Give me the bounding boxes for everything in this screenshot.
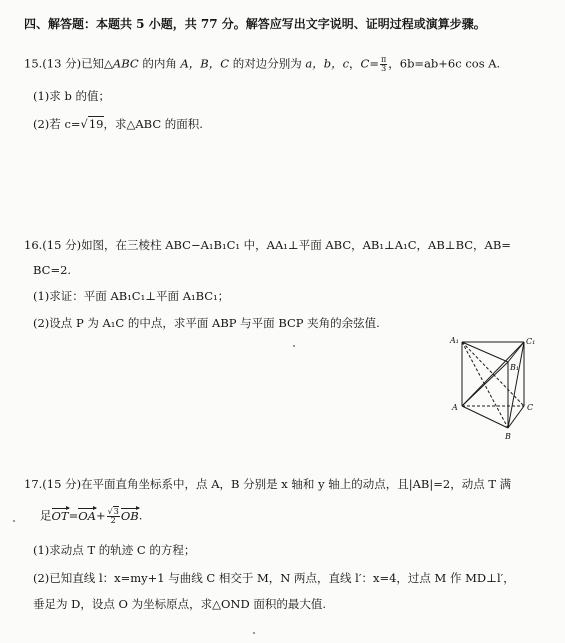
q16-part1: (1)求证：平面 AB₁C₁⊥平面 A₁BC₁；: [33, 289, 230, 303]
label-A: A: [452, 403, 458, 412]
q17-stem-line1: [24, 477, 511, 491]
sqrt3-over-2: $\frac{√3}{2}$: [107, 507, 119, 525]
label-C: C: [527, 403, 534, 412]
scan-speck: [13, 520, 15, 522]
q17-number: 17.: [24, 477, 43, 491]
plus-sign: +: [95, 508, 106, 523]
q16-stem-line1: [24, 238, 511, 252]
q15-part2-text: (2)若 c=: [33, 117, 81, 131]
q16-part2: (2)设点 P 为 A₁C 的中点，求平面 ABP 与平面 BCP 夹角的余弦值.: [33, 316, 380, 330]
sqrt-symbol: √: [80, 117, 88, 131]
q17-stem-text: 在平面直角坐标系中，点 A，B 分别是 x 轴和 y 轴上的动点，且|AB|=2，动点 T 满: [81, 477, 512, 491]
q17-part2-line1: (2)已知直线 l：x=my+1 与曲线 C 相交于 M，N 两点，直线 l′：x=4，过点 M 作 MD⊥l′，: [33, 571, 515, 585]
sqrt-symbol: √: [107, 507, 113, 516]
q17-stem-text: 足: [40, 508, 52, 523]
section-title: 四、解答题：本题共 5 小题，共 77 分。解答应写出文字说明、证明过程或演算步骤。: [24, 17, 486, 31]
q15-angles: A，B，C: [180, 56, 230, 71]
q15-pi-over-3: $\frac{\pi}{3}$: [380, 55, 387, 73]
q15-part1: (1)求 b 的值；: [33, 89, 110, 103]
q15-stem-text: 已知△: [81, 56, 113, 71]
vector-OB: OB: [120, 508, 139, 523]
vector-OA: OA: [78, 508, 96, 523]
vector-OT: OT: [51, 508, 69, 523]
q15-stem-text: ，: [349, 56, 361, 71]
q16-number: 16.: [24, 238, 43, 252]
q17-part1: (1)求动点 T 的轨迹 C 的方程；: [33, 543, 196, 557]
prism-figure: [448, 334, 544, 446]
q15-part2-text: ，求△ABC 的面积.: [103, 117, 203, 131]
q15-angle-c: C=: [360, 56, 379, 71]
scan-speck: [293, 345, 295, 347]
q17-vector-equation: 足OT=OA+ $\frac{√3}{2}$ OB.: [40, 507, 143, 525]
q15-sides: a，b，c: [305, 56, 350, 71]
q16-stem-line2: BC=2.: [33, 263, 72, 277]
label-C1: C₁: [526, 337, 536, 346]
q15-stem-text: 的内角: [138, 56, 181, 71]
q15-number: 15.: [24, 56, 43, 71]
q15-sqrt19: 19: [88, 117, 104, 131]
scan-speck: [253, 632, 255, 634]
q16-points: (15 分): [42, 238, 82, 252]
q15-triangle-name: ABC: [112, 56, 139, 71]
q16-stem-text: 如图，在三棱柱 ABC−A₁B₁C₁ 中，AA₁⊥平面 ABC，AB₁⊥A₁C，AB⊥BC，AB=: [81, 238, 511, 252]
q17-part2-line2: 垂足为 D，设点 O 为坐标原点，求△OND 面积的最大值.: [33, 597, 326, 611]
q15-condition: ，6b=ab+6c cos A.: [388, 56, 501, 71]
q17-points: (15 分): [42, 477, 82, 491]
q15-points: (13 分): [42, 56, 82, 71]
equals-sign: =: [68, 508, 79, 523]
label-B: B: [505, 432, 511, 441]
q15-stem-text: 的对边分别为: [229, 56, 306, 71]
label-B1: B₁: [510, 363, 520, 372]
label-A1: A₁: [450, 336, 459, 345]
q15-stem: [24, 56, 500, 73]
q15-part2: [33, 117, 203, 131]
